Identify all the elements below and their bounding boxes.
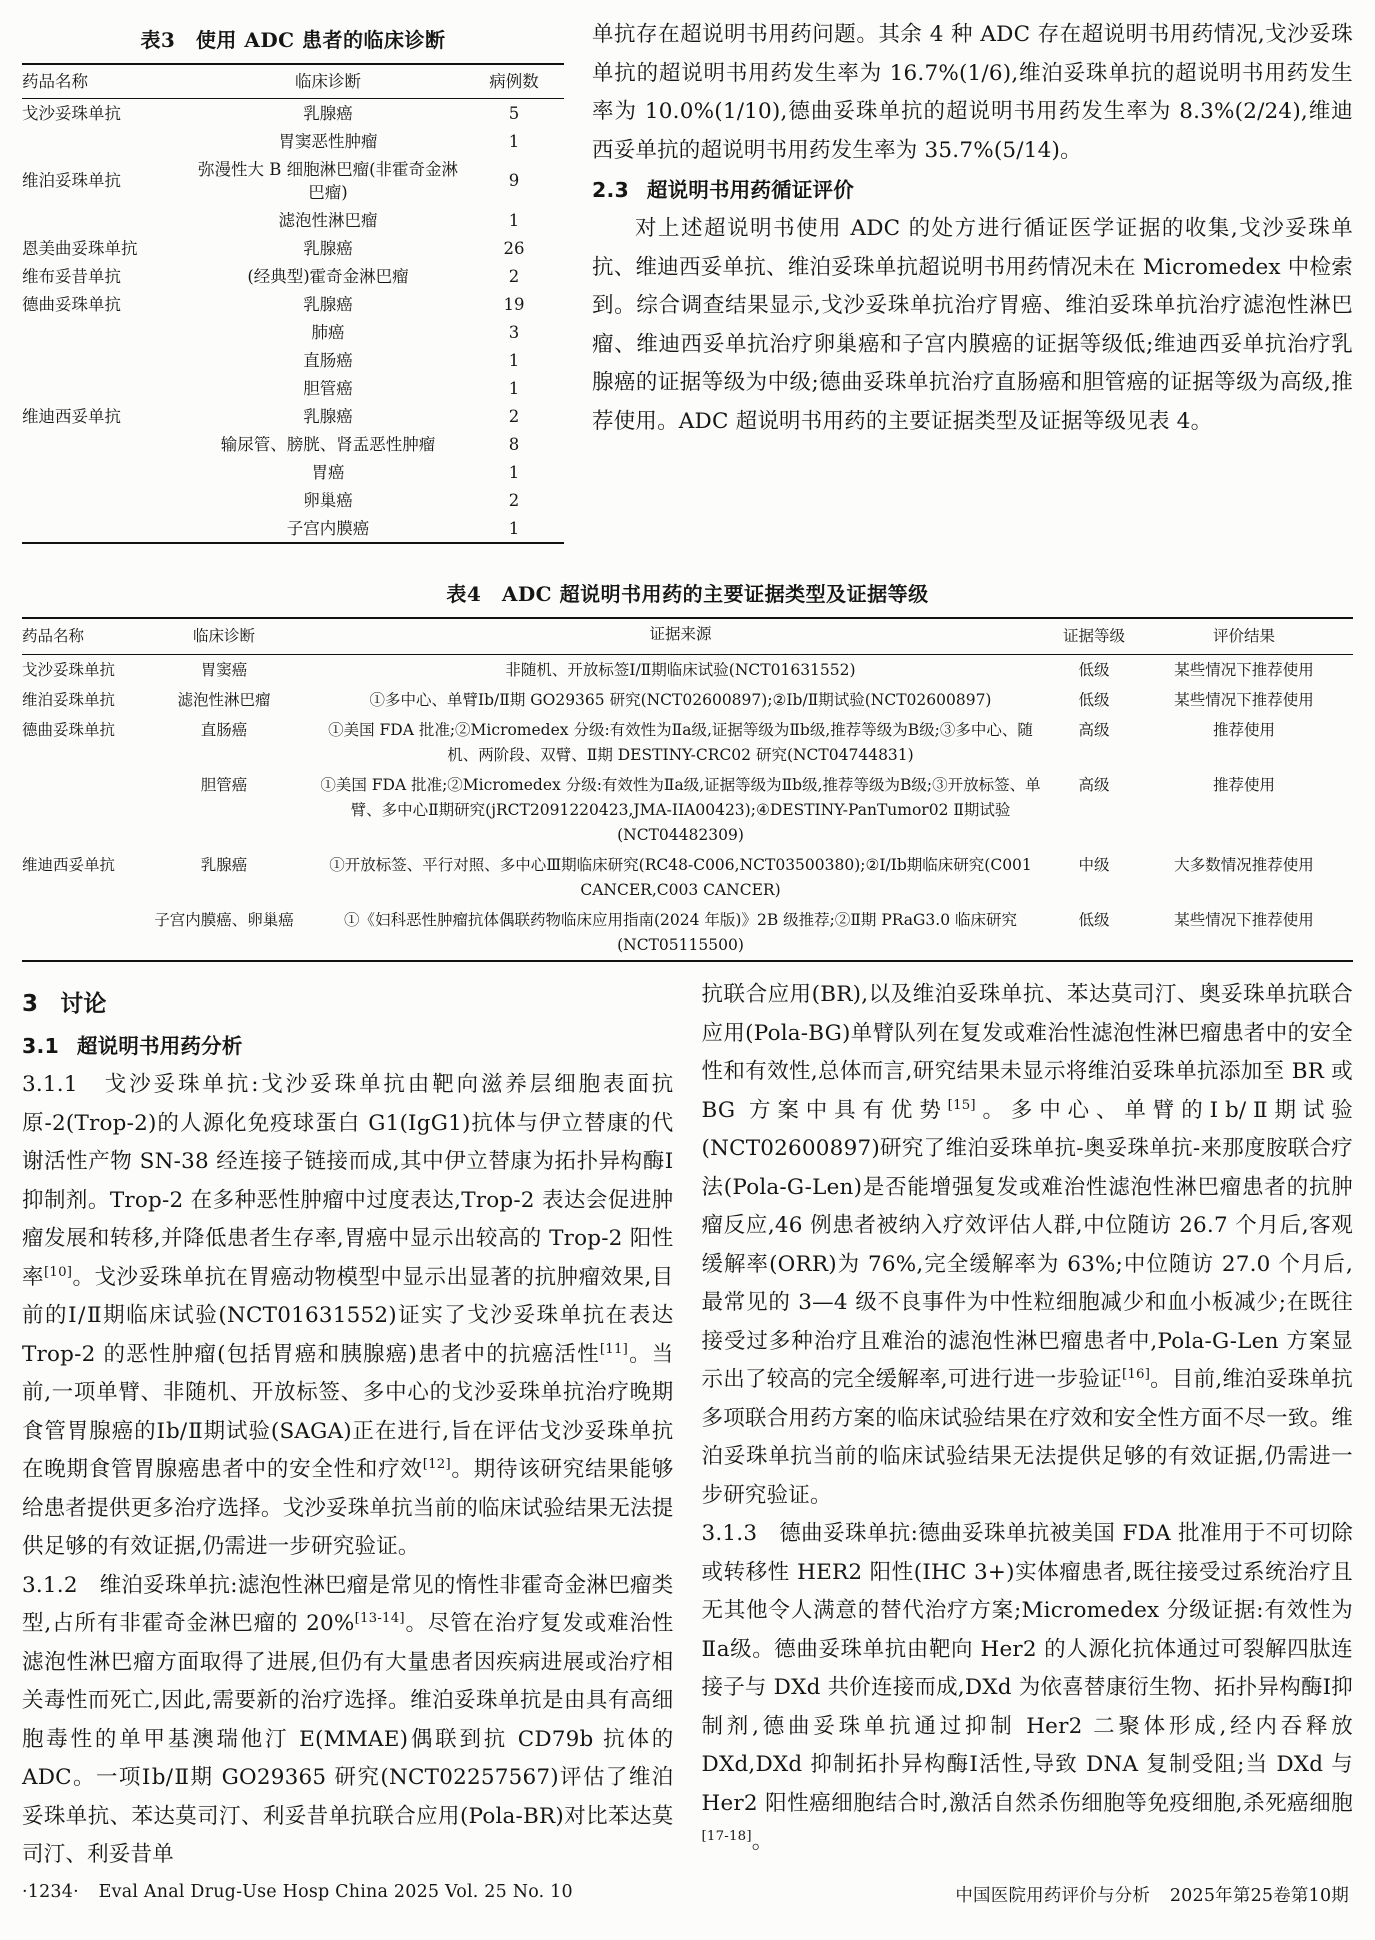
table-row [22,374,564,402]
paragraph-evidence-review: 对上述超说明书使用 ADC 的处方进行循证医学证据的收集,戈沙妥珠单抗、维迪西妥单抗、维泊妥珠单抗超说明书用药情况未在 Micromedex 中检索到。综合调查结果显示,戈沙妥珠单抗治疗胃癌、维泊妥珠单抗治疗滤泡性淋巴瘤、维迪西妥单抗治疗卵巢癌和子宫内膜癌的证据等级低;维迪西妥单抗治疗乳腺癌的证据等级为中级;德曲妥珠单抗治疗直肠癌和胆管癌的证据等级为高级,推荐使用。ADC 超说明书用药的主要证据类型及证据等级见表 4。 [592,216,1353,434]
diagnosis: 滤泡性淋巴瘤 [278,210,378,230]
diagnosis: 乳腺癌 [200,855,248,874]
diagnosis: 滤泡性淋巴瘤 [177,690,271,709]
drug-name: 维迪西妥单抗 [22,406,121,426]
paragraph-overuse-rates: 单抗存在超说明书用药问题。其余 4 种 ADC 存在超说明书用药情况,戈沙妥珠单抗的超说明书用药发生率为 16.7%(1/6),维泊妥珠单抗的超说明书用药发生率为 10.0%(1/10),德曲妥珠单抗的超说明书用药发生率为 8.3%(2/24),维迪西妥单抗的超说明书用药发生率为 35.7%(5/14)。 [592,22,1353,163]
evidence-level: 低级 [1078,660,1110,679]
diagnosis: 乳腺癌 [303,238,353,258]
case-count: 2 [508,266,520,286]
table-row [22,685,1353,715]
case-count: 26 [503,238,525,258]
footer-left [22,1882,573,1907]
table-row [22,318,564,346]
col-header-evidence-source: 证据来源 [308,618,1053,655]
table-row [22,850,1353,905]
drug-name [22,770,140,850]
drug-name [22,374,192,402]
evaluation-result: 推荐使用 [1212,775,1275,794]
section-title: 超说明书用药分析 [76,1034,243,1058]
table-row [22,155,564,206]
page-footer [22,1882,1349,1907]
paragraph-3-1-1: 3.1.1 戈沙妥珠单抗:戈沙妥珠单抗由靶向滋养层细胞表面抗原-2(Trop-2)的人源化免疫球蛋白 G1(IgG1)抗体与伊立替康的代谢活性产物 SN-38 经连接子链接而成,其中伊立替康为拓扑异构酶Ⅰ抑制剂。Trop-2 在多种恶性肿瘤中过度表达,Trop-2 表达会促进肿瘤发展和转移,并降低患者生存率,胃癌中显示出较高的 Trop-2 阳性率[10]。戈沙妥珠单抗在胃癌动物模型中显示出显著的抗肿瘤效果,目前的Ⅰ/Ⅱ期临床试验(NCT01631552)证实了戈沙妥珠单抗在表达 Trop-2 的恶性肿瘤(包括胃癌和胰腺癌)患者中的抗癌活性[11]。当前,一项单臂、非随机、开放标签、多中心的戈沙妥珠单抗治疗晚期食管胃腺癌的Ⅰb/Ⅱ期试验(SAGA)正在进行,旨在评估戈沙妥珠单抗在晚期食管胃腺癌患者中的安全性和疗效[12]。期待该研究结果能够给患者提供更多治疗选择。戈沙妥珠单抗当前的临床试验结果无法提供足够的有效证据,仍需进一步研究验证。 [22,1072,674,1559]
case-count: 8 [508,434,520,454]
diagnosis: 子宫内膜癌、卵巢癌 [154,910,294,929]
col-header-evaluation-result: 评价结果 [1135,618,1353,655]
diagnosis: 胆管癌 [303,378,353,398]
drug-name: 恩美曲妥珠单抗 [22,238,138,258]
diagnosis: 胆管癌 [200,775,248,794]
case-count: 1 [508,131,520,151]
evaluation-result: 大多数情况推荐使用 [1174,855,1314,874]
evidence-source: ①《妇科恶性肿瘤抗体偶联药物临床应用指南(2024 年版)》2B 级推荐;②Ⅱ期 PRaG3.0 临床研究(NCT05115500) [344,910,1017,954]
case-count: 3 [508,322,520,342]
drug-name: 戈沙妥珠单抗 [22,660,116,679]
section-title: 讨论 [60,991,107,1017]
diagnosis: 输尿管、膀胱、肾盂恶性肿瘤 [220,434,436,454]
table3-header-row [22,64,564,99]
table-row [22,262,564,290]
table4 [22,617,1353,962]
table3-title: 表3 使用 ADC 患者的临床诊断 [140,28,446,52]
discussion-right-column [702,976,1354,1862]
table-row [22,770,1353,850]
drug-name [22,514,192,543]
table-row [22,514,564,543]
section-heading-3 [22,982,674,1026]
drug-name [22,905,140,961]
drug-name: 德曲妥珠单抗 [22,294,121,314]
drug-name: 维迪西妥单抗 [22,855,116,874]
table-row [22,402,564,430]
evidence-source: ①多中心、单臂Ⅰb/Ⅱ期 GO29365 研究(NCT02600897);②Ⅰb/Ⅱ期试验(NCT02600897) [369,690,992,709]
case-count: 19 [503,294,525,314]
col-header-drug: 药品名称 [22,64,192,99]
evaluation-result: 推荐使用 [1212,720,1275,739]
table3-container [22,16,564,544]
journal-issue: 2025年第25卷第10期 [1169,1886,1349,1906]
drug-name [22,430,192,458]
drug-name: 维布妥昔单抗 [22,266,121,286]
drug-name: 维泊妥珠单抗 [22,690,116,709]
section-number: 3 [22,991,39,1017]
diagnosis: 胃窦癌 [200,660,248,679]
paragraph-3-1-2: 3.1.2 维泊妥珠单抗:滤泡性淋巴瘤是常见的惰性非霍奇金淋巴瘤类型,占所有非霍奇金淋巴瘤的 20%[13-14]。尽管在治疗复发或难治性滤泡性淋巴瘤方面取得了进展,但仍有大量患者因疾病进展或治疗相关毒性而死亡,因此,需要新的治疗选择。维泊妥珠单抗是由具有高细胞毒性的单甲基澳瑞他汀 E(MMAE)偶联到抗 CD79b 抗体的 ADC。一项Ⅰb/Ⅱ期 GO29365 研究(NCT02257567)评估了维泊妥珠单抗、苯达莫司汀、利妥昔单抗联合应用(Pola-BR)对比苯达莫司汀、利妥昔单 [22,1572,674,1867]
section-heading-3-1 [22,1026,674,1066]
diagnosis: 胃癌 [311,462,345,482]
discussion-section [22,976,1353,1875]
evidence-source: 非随机、开放标签Ⅰ/Ⅱ期临床试验(NCT01631552) [505,660,856,679]
paragraph-3-1-2-continued: 抗联合应用(BR),以及维泊妥珠单抗、苯达莫司汀、奥妥珠单抗联合应用(Pola-BG)单臂队列在复发或难治性滤泡性淋巴瘤患者中的安全性和有效性,总体而言,研究结果未显示将维泊妥珠单抗添加至 BR 或 BG 方案中具有优势[15]。多中心、单臂的Ⅰb/Ⅱ期试验(NCT02600897)研究了维泊妥珠单抗-奥妥珠单抗-来那度胺联合疗法(Pola-G-Len)是否能增强复发或难治性滤泡性淋巴瘤患者的抗肿瘤反应,46 例患者被纳入疗效评估人群,中位随访 26.7 个月后,客观缓解率(ORR)为 76%,完全缓解率为 63%;中位随访 27.0 个月后,最常见的 3—4 级不良事件为中性粒细胞减少和血小板减少;在既往接受过多种治疗且难治的滤泡性淋巴瘤患者中,Pola-G-Len 方案显示出了较高的完全缓解率,可进行进一步验证[16]。目前,维泊妥珠单抗多项联合用药方案的临床试验结果在疗效和安全性方面不尽一致。维泊妥珠单抗当前的临床试验结果无法提供足够的有效证据,仍需进一步研究验证。 [701,982,1353,1508]
drug-name: 德曲妥珠单抗 [22,720,116,739]
table-row [22,905,1353,961]
diagnosis: 直肠癌 [303,350,353,370]
drug-name [22,458,192,486]
footer-right [955,1882,1349,1907]
case-count: 5 [508,103,520,123]
drug-name [22,206,192,234]
evaluation-result: 某些情况下推荐使用 [1174,660,1314,679]
diagnosis: 肺癌 [311,322,345,342]
case-count: 1 [508,518,520,538]
right-top-column [592,16,1353,441]
diagnosis: 弥漫性大 B 细胞淋巴瘤(非霍奇金淋巴瘤) [197,159,459,202]
diagnosis: 乳腺癌 [303,406,353,426]
diagnosis: 胃窦恶性肿瘤 [278,131,378,151]
drug-name: 维泊妥珠单抗 [22,171,121,190]
table-row [22,486,564,514]
table-row [22,206,564,234]
diagnosis: 卵巢癌 [303,490,353,510]
discussion-left-column [22,976,674,1875]
table-row [22,715,1353,770]
case-count: 1 [508,350,520,370]
case-count: 2 [508,406,520,426]
section-title: 超说明书用药循证评价 [646,178,854,202]
journal-name-chinese: 中国医院用药评价与分析 [955,1886,1151,1906]
table4-header-row [22,618,1353,655]
col-header-evidence-level: 证据等级 [1053,618,1135,655]
table-row [22,430,564,458]
table-row [22,99,564,128]
case-count: 1 [508,378,520,398]
table-row [22,346,564,374]
diagnosis: (经典型)霍奇金淋巴瘤 [247,266,409,286]
case-count: 1 [508,210,520,230]
table-row [22,290,564,318]
section-number: 3.1 [22,1034,59,1058]
table-row [22,458,564,486]
evidence-level: 低级 [1078,690,1110,709]
table-row [22,655,1353,686]
diagnosis: 子宫内膜癌 [286,518,370,538]
col-header-drug: 药品名称 [22,618,140,655]
paragraph-3-1-3: 3.1.3 德曲妥珠单抗:德曲妥珠单抗被美国 FDA 批准用于不可切除或转移性 HER2 阳性(IHC 3+)实体瘤患者,既往接受过系统治疗且无其他令人满意的替代治疗方案;Micromedex 分级证据:有效性为Ⅱa级。德曲妥珠单抗由靶向 Her2 的人源化抗体通过可裂解四肽连接子与 DXd 共价连接而成,DXd 为依喜替康衍生物、拓扑异构酶Ⅰ抑制剂,德曲妥珠单抗通过抑制 Her2 二聚体形成,经内吞释放 DXd,DXd 抑制拓扑异构酶Ⅰ活性,导致 DNA 复制受阻;当 DXd 与 Her2 阳性癌细胞结合时,激活自然杀伤细胞等免疫细胞,杀死癌细胞[17-18]。 [701,1521,1353,1854]
col-header-count: 病例数 [464,64,564,99]
evidence-source: ①美国 FDA 批准;②Micromedex 分级:有效性为Ⅱa级,证据等级为Ⅱb级,推荐等级为B级;③开放标签、单臂、多中心Ⅱ期研究(jRCT2091220423,JMA-IIA00423);④DESTINY-PanTumor02 Ⅱ期试验(NCT04482309) [320,775,1041,844]
section-number: 2.3 [592,178,629,202]
top-section [22,16,1353,544]
case-count: 1 [508,462,520,482]
evaluation-result: 某些情况下推荐使用 [1174,910,1314,929]
drug-name [22,486,192,514]
col-header-diagnosis: 临床诊断 [140,618,308,655]
evidence-source: ①开放标签、平行对照、多中心Ⅲ期临床研究(RC48-C006,NCT03500380);②Ⅰ/Ⅰb期临床研究(C001 CANCER,C003 CANCER) [329,855,1032,899]
evidence-source: ①美国 FDA 批准;②Micromedex 分级:有效性为Ⅱa级,证据等级为Ⅱb级,推荐等级为B级;③多中心、随机、两阶段、双臂、Ⅱ期 DESTINY-CRC02 研究(NCT04744831) [328,720,1033,764]
case-count: 2 [508,490,520,510]
diagnosis: 乳腺癌 [303,294,353,314]
diagnosis: 直肠癌 [200,720,248,739]
case-count: 9 [508,171,520,190]
table-row [22,127,564,155]
drug-name [22,346,192,374]
evidence-level: 高级 [1078,775,1110,794]
journal-name-english: Eval Anal Drug-Use Hosp China 2025 Vol. 25 No. 10 [98,1882,573,1902]
table4-title: 表4 ADC 超说明书用药的主要证据类型及证据等级 [446,582,929,606]
col-header-diagnosis: 临床诊断 [192,64,464,99]
drug-name [22,127,192,155]
drug-name [22,318,192,346]
evaluation-result: 某些情况下推荐使用 [1174,690,1314,709]
section-heading-2-3 [592,170,1353,210]
page-number: ·1234· [22,1882,79,1902]
table-row [22,234,564,262]
table4-container [22,570,1353,962]
evidence-level: 中级 [1078,855,1110,874]
evidence-level: 低级 [1078,910,1110,929]
diagnosis: 乳腺癌 [303,103,353,123]
evidence-level: 高级 [1078,720,1110,739]
table3 [22,63,564,544]
drug-name: 戈沙妥珠单抗 [22,103,121,123]
